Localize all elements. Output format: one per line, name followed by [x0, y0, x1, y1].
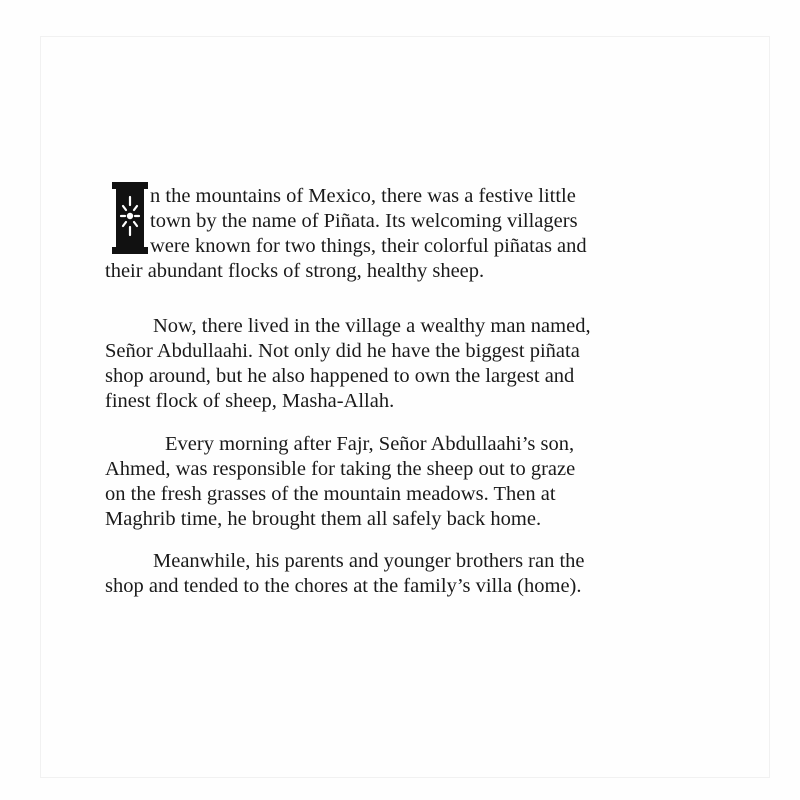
text-line: shop and tended to the chores at the family’s villa (home). [105, 575, 582, 597]
paragraph-3 [105, 432, 705, 532]
text-line: Now, there lived in the village a wealthy man named, [153, 315, 591, 337]
paragraph-2 [105, 314, 705, 414]
text-line: n the mountains of Mexico, there was a festive little [150, 185, 576, 207]
paragraph-1 [105, 184, 705, 294]
text-line: Ahmed, was responsible for taking the sheep out to graze [105, 458, 576, 480]
text-line: town by the name of Piñata. Its welcoming villagers [150, 210, 578, 232]
text-line: their abundant flocks of strong, healthy sheep. [105, 260, 485, 282]
text-line: finest flock of sheep, Masha-Allah. [105, 390, 395, 412]
text-line: shop around, but he also happened to own the largest and [105, 365, 575, 387]
text-line: on the fresh grasses of the mountain meadows. Then at [105, 483, 556, 505]
text-line: Señor Abdullaahi. Not only did he have the biggest piñata [105, 340, 580, 362]
story-text [105, 184, 705, 599]
text-line: Meanwhile, his parents and younger brothers ran the [153, 550, 585, 572]
text-line: Every morning after Fajr, Señor Abdullaahi’s son, [165, 433, 575, 455]
text-line: Maghrib time, he brought them all safely back home. [105, 508, 542, 530]
decorative-dropcap-icon [111, 182, 149, 254]
text-line: were known for two things, their colorful piñatas and [150, 235, 587, 257]
paragraph-4 [105, 549, 705, 599]
